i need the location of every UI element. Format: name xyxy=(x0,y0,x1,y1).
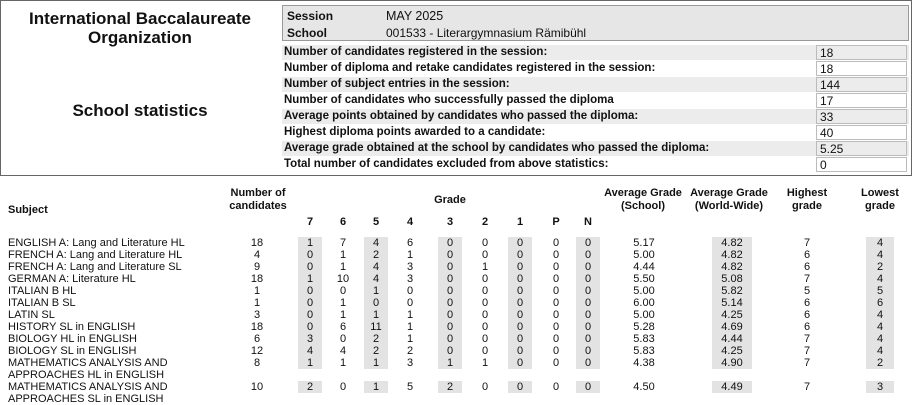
grade-count-cell: 0 xyxy=(438,333,462,345)
highest-grade-cell: 7 xyxy=(803,381,811,393)
avg-school-cell: 4.44 xyxy=(633,261,655,273)
stat-value: 33 xyxy=(820,110,834,124)
grade-count-cell: 0 xyxy=(552,261,560,273)
subject-name xyxy=(8,381,168,405)
avg-world-cell: 4.82 xyxy=(712,261,752,273)
lowest-grade-cell: 4 xyxy=(866,249,894,261)
subject-name-line1: MATHEMATICS ANALYSIS AND xyxy=(8,381,168,393)
table-row xyxy=(0,273,920,285)
grade-count-cell: 0 xyxy=(508,261,532,273)
organization-title xyxy=(1,9,279,47)
grade-count-cell: 0 xyxy=(438,297,462,309)
stat-label: Total number of candidates excluded from above statistics: xyxy=(284,158,609,170)
subject-name-line1: ITALIAN B HL xyxy=(8,285,77,297)
grade-count-cell: 0 xyxy=(364,297,388,309)
grade-count-cell: 2 xyxy=(364,333,388,345)
stat-value: 18 xyxy=(820,62,834,76)
grade-col-3: 3 xyxy=(446,216,454,228)
stat-row xyxy=(282,125,909,140)
stat-row xyxy=(282,45,909,60)
num-candidates-cell: 18 xyxy=(250,237,264,249)
subject-name-line1: GERMAN A: Literature HL xyxy=(8,273,136,285)
grade-count-cell: 0 xyxy=(576,285,600,297)
org-line-2: Organization xyxy=(88,28,192,47)
num-candidates-cell: 1 xyxy=(253,297,261,309)
avg-world-header-line1: Average Grade xyxy=(690,187,768,199)
table-row xyxy=(0,261,920,273)
grade-count-cell: 1 xyxy=(364,285,388,297)
table-row xyxy=(0,285,920,297)
subject-name-line1: MATHEMATICS ANALYSIS AND xyxy=(8,357,168,369)
grade-count-cell: 0 xyxy=(576,249,600,261)
grade-count-cell: 1 xyxy=(364,309,388,321)
num-candidates-cell: 3 xyxy=(253,309,261,321)
lowest-grade-cell: 2 xyxy=(866,357,894,369)
subject-name xyxy=(8,261,182,273)
grade-count-cell: 0 xyxy=(508,345,532,357)
grade-count-cell: 0 xyxy=(552,321,560,333)
grade-col-6: 6 xyxy=(339,216,347,228)
grade-count-cell: 0 xyxy=(508,237,532,249)
grade-count-cell: 1 xyxy=(298,273,322,285)
grade-count-cell: 0 xyxy=(298,321,322,333)
grade-count-cell: 0 xyxy=(552,333,560,345)
table-row xyxy=(0,345,920,357)
grade-count-cell: 0 xyxy=(438,261,462,273)
grade-col-P: P xyxy=(552,216,560,228)
stat-label: Highest diploma points awarded to a candidate: xyxy=(284,126,546,138)
grade-count-cell: 0 xyxy=(298,261,322,273)
grade-count-cell: 0 xyxy=(481,285,489,297)
grade-count-cell: 4 xyxy=(364,237,388,249)
grade-count-cell: 0 xyxy=(552,273,560,285)
stat-row xyxy=(282,109,909,124)
grade-count-cell: 0 xyxy=(438,285,462,297)
grade-count-cell: 0 xyxy=(576,333,600,345)
grade-count-cell: 0 xyxy=(481,273,489,285)
grade-count-cell: 0 xyxy=(481,237,489,249)
grade-count-cell: 0 xyxy=(552,249,560,261)
grade-count-cell: 1 xyxy=(298,237,322,249)
avg-school-cell: 5.17 xyxy=(633,237,655,249)
highest-header-line2: grade xyxy=(792,200,822,212)
school-value: 001533 - Literargymnasium Rämibühl xyxy=(386,26,587,40)
avg-school-cell: 5.83 xyxy=(633,345,655,357)
grade-count-cell: 0 xyxy=(576,261,600,273)
subject-name-line1: ITALIAN B SL xyxy=(8,297,76,309)
stat-row xyxy=(282,61,909,76)
grade-count-cell: 4 xyxy=(364,261,388,273)
grade-count-cell: 1 xyxy=(406,249,414,261)
avg-school-cell: 5.28 xyxy=(633,321,655,333)
avg-world-cell: 4.25 xyxy=(712,309,752,321)
avg-world-cell: 4.82 xyxy=(712,237,752,249)
stat-row xyxy=(282,77,909,92)
grade-count-cell: 0 xyxy=(339,333,347,345)
avg-school-cell: 4.50 xyxy=(633,381,655,393)
grade-count-cell: 0 xyxy=(339,285,347,297)
grade-count-cell: 1 xyxy=(339,309,347,321)
stat-value: 5.25 xyxy=(820,142,844,156)
grade-count-cell: 0 xyxy=(576,237,600,249)
num-candidates-header-line2: candidates xyxy=(229,200,287,212)
avg-school-cell: 5.00 xyxy=(633,285,655,297)
stat-value: 0 xyxy=(820,158,827,172)
grade-count-cell: 0 xyxy=(508,357,532,369)
grade-count-cell: 0 xyxy=(438,237,462,249)
grade-count-cell: 0 xyxy=(508,321,532,333)
stat-value-box xyxy=(816,157,907,172)
avg-world-header xyxy=(683,187,775,213)
stat-value: 40 xyxy=(820,126,834,140)
grade-count-cell: 2 xyxy=(298,381,322,393)
lowest-grade-cell: 5 xyxy=(866,285,894,297)
grade-count-cell: 0 xyxy=(576,321,600,333)
lowest-grade-cell: 4 xyxy=(866,333,894,345)
session-label: Session xyxy=(287,9,334,23)
stat-label: Number of candidates who successfully passed the diploma xyxy=(284,94,614,106)
avg-school-cell: 5.50 xyxy=(633,273,655,285)
grade-count-cell: 4 xyxy=(364,273,388,285)
grade-count-cell: 0 xyxy=(508,273,532,285)
grade-count-cell: 2 xyxy=(364,345,388,357)
grade-count-cell: 0 xyxy=(481,249,489,261)
lowest-grade-cell: 4 xyxy=(866,309,894,321)
subject-name-line1: BIOLOGY SL in ENGLISH xyxy=(8,345,137,357)
lowest-grade-cell: 2 xyxy=(866,261,894,273)
lowest-grade-cell: 4 xyxy=(866,237,894,249)
grade-count-cell: 0 xyxy=(298,309,322,321)
grade-count-cell: 0 xyxy=(552,297,560,309)
grade-count-cell: 4 xyxy=(298,345,322,357)
grade-count-cell: 1 xyxy=(339,357,347,369)
avg-school-header xyxy=(598,187,688,213)
grade-count-cell: 11 xyxy=(364,321,388,333)
grade-count-cell: 6 xyxy=(406,237,414,249)
avg-world-header-line2: (World-Wide) xyxy=(694,200,764,212)
grade-count-cell: 1 xyxy=(364,357,388,369)
lowest-grade-cell: 4 xyxy=(866,345,894,357)
avg-world-cell: 4.44 xyxy=(712,333,752,345)
grade-count-cell: 0 xyxy=(576,297,600,309)
avg-school-cell: 5.00 xyxy=(633,309,655,321)
grade-col-1: 1 xyxy=(516,216,524,228)
stat-label: Number of diploma and retake candidates registered in the session: xyxy=(284,62,656,74)
subject-name xyxy=(8,345,136,357)
grade-count-cell: 0 xyxy=(438,345,462,357)
subject-name-line1: HISTORY SL in ENGLISH xyxy=(8,321,136,333)
table-row xyxy=(0,357,920,381)
avg-world-cell: 4.90 xyxy=(712,357,752,369)
table-row xyxy=(0,321,920,333)
num-candidates-cell: 6 xyxy=(253,333,261,345)
highest-grade-cell: 6 xyxy=(803,249,811,261)
grade-count-cell: 0 xyxy=(406,285,414,297)
grade-count-cell: 3 xyxy=(406,261,414,273)
lowest-grade-cell: 6 xyxy=(866,297,894,309)
num-candidates-cell: 9 xyxy=(253,261,261,273)
subject-name-line1: FRENCH A: Lang and Literature SL xyxy=(8,261,182,273)
grade-count-cell: 0 xyxy=(508,381,532,393)
grade-count-cell: 1 xyxy=(406,333,414,345)
highest-grade-cell: 7 xyxy=(803,357,811,369)
avg-world-cell: 4.69 xyxy=(712,321,752,333)
lowest-grade-cell: 4 xyxy=(866,273,894,285)
grade-col-5: 5 xyxy=(372,216,380,228)
subject-name xyxy=(8,321,135,333)
grade-count-cell: 0 xyxy=(481,333,489,345)
subject-name xyxy=(8,357,168,381)
grade-count-cell: 0 xyxy=(438,309,462,321)
stat-row xyxy=(282,93,909,108)
avg-world-cell: 5.82 xyxy=(712,285,752,297)
grade-count-cell: 0 xyxy=(438,273,462,285)
grade-count-cell: 0 xyxy=(576,381,600,393)
grade-count-cell: 1 xyxy=(339,249,347,261)
subject-name xyxy=(8,297,76,309)
grade-count-cell: 0 xyxy=(576,345,600,357)
school-label: School xyxy=(287,26,328,40)
stat-value: 18 xyxy=(820,46,834,60)
grade-count-cell: 2 xyxy=(364,249,388,261)
stat-label: Average grade obtained at the school by candidates who passed the diploma: xyxy=(284,142,710,154)
grade-count-cell: 0 xyxy=(438,249,462,261)
num-candidates-cell: 18 xyxy=(250,273,264,285)
num-candidates-cell: 4 xyxy=(253,249,261,261)
grade-count-cell: 0 xyxy=(438,321,462,333)
grade-count-cell: 5 xyxy=(406,381,414,393)
lowest-header-line2: grade xyxy=(865,200,895,212)
grade-col-N: N xyxy=(584,216,592,228)
stat-label: Number of subject entries in the session: xyxy=(284,78,510,90)
grade-count-cell: 0 xyxy=(508,285,532,297)
avg-world-cell: 5.14 xyxy=(712,297,752,309)
highest-grade-cell: 6 xyxy=(803,261,811,273)
grade-count-cell: 0 xyxy=(508,333,532,345)
grade-count-cell: 1 xyxy=(438,357,462,369)
grade-count-cell: 0 xyxy=(576,309,600,321)
avg-school-cell: 5.00 xyxy=(633,249,655,261)
table-row xyxy=(0,237,920,249)
avg-world-cell: 4.49 xyxy=(712,381,752,393)
grade-count-cell: 0 xyxy=(552,309,560,321)
grade-count-cell: 1 xyxy=(364,381,388,393)
grade-count-cell: 1 xyxy=(406,309,414,321)
table-row xyxy=(0,333,920,345)
grade-count-cell: 7 xyxy=(339,237,347,249)
num-candidates-cell: 18 xyxy=(250,321,264,333)
num-candidates-header xyxy=(218,187,298,213)
org-line-1: International Baccalaureate xyxy=(28,9,252,28)
school-stats-header xyxy=(0,0,912,176)
grade-count-cell: 3 xyxy=(406,357,414,369)
highest-grade-cell: 7 xyxy=(803,273,811,285)
grade-col-2: 2 xyxy=(481,216,489,228)
school-statistics-title: School statistics xyxy=(72,101,208,120)
highest-header-line1: Highest xyxy=(786,187,828,199)
stat-label: Average points obtained by candidates who passed the diploma: xyxy=(284,110,639,122)
highest-grade-cell: 7 xyxy=(803,333,811,345)
lowest-header-line1: Lowest xyxy=(861,187,899,199)
grade-count-cell: 0 xyxy=(481,321,489,333)
table-row xyxy=(0,309,920,321)
grade-count-cell: 0 xyxy=(298,249,322,261)
grade-col-7: 7 xyxy=(306,216,314,228)
session-value: MAY 2025 xyxy=(386,9,444,23)
highest-grade-cell: 7 xyxy=(803,345,811,357)
grade-count-cell: 2 xyxy=(438,381,462,393)
subject-name xyxy=(8,333,137,345)
grade-count-cell: 0 xyxy=(508,297,532,309)
stat-value: 17 xyxy=(820,94,834,108)
grade-count-cell: 0 xyxy=(298,297,322,309)
num-candidates-cell: 10 xyxy=(250,381,264,393)
avg-school-cell: 5.83 xyxy=(633,333,655,345)
num-candidates-header-line1: Number of xyxy=(230,187,286,199)
avg-world-cell: 5.08 xyxy=(712,273,752,285)
grade-count-cell: 6 xyxy=(339,321,347,333)
grade-count-cell: 0 xyxy=(552,357,560,369)
grade-count-cell: 1 xyxy=(481,261,489,273)
highest-grade-cell: 7 xyxy=(803,237,811,249)
lowest-grade-header xyxy=(848,187,912,213)
subject-name-line1: BIOLOGY HL in ENGLISH xyxy=(8,333,137,345)
subject-name xyxy=(8,285,76,297)
grade-count-cell: 0 xyxy=(481,309,489,321)
avg-school-header-line1: Average Grade xyxy=(604,187,682,199)
grade-count-cell: 1 xyxy=(339,297,347,309)
grade-count-cell: 0 xyxy=(576,273,600,285)
grade-count-cell: 0 xyxy=(339,381,347,393)
grade-count-cell: 0 xyxy=(406,297,414,309)
grade-count-cell: 1 xyxy=(481,357,489,369)
highest-grade-header xyxy=(775,187,839,213)
highest-grade-cell: 6 xyxy=(803,309,811,321)
grade-count-cell: 3 xyxy=(298,333,322,345)
stat-row xyxy=(282,157,909,172)
avg-school-cell: 4.38 xyxy=(633,357,655,369)
subject-name-line1: LATIN SL xyxy=(8,309,55,321)
grade-count-cell: 1 xyxy=(298,357,322,369)
grade-count-cell: 0 xyxy=(552,285,560,297)
grade-count-cell: 0 xyxy=(298,285,322,297)
grade-count-cell: 0 xyxy=(552,237,560,249)
table-row xyxy=(0,381,920,405)
subject-name-line1: FRENCH A: Lang and Literature HL xyxy=(8,249,183,261)
table-row xyxy=(0,249,920,261)
subject-name xyxy=(8,309,55,321)
avg-world-cell: 4.82 xyxy=(712,249,752,261)
grade-count-cell: 0 xyxy=(481,297,489,309)
table-row xyxy=(0,297,920,309)
grade-count-cell: 4 xyxy=(339,345,347,357)
grade-count-cell: 0 xyxy=(552,381,560,393)
subject-name xyxy=(8,237,185,249)
grade-count-cell: 1 xyxy=(339,261,347,273)
stat-value: 144 xyxy=(820,78,841,92)
subject-name-line1: ENGLISH A: Lang and Literature HL xyxy=(8,237,185,249)
highest-grade-cell: 5 xyxy=(803,285,811,297)
num-candidates-cell: 1 xyxy=(253,285,261,297)
num-candidates-cell: 12 xyxy=(250,345,264,357)
grade-count-cell: 0 xyxy=(481,345,489,357)
grade-count-cell: 0 xyxy=(481,381,489,393)
grade-header: Grade xyxy=(434,194,466,206)
lowest-grade-cell: 4 xyxy=(866,321,894,333)
highest-grade-cell: 6 xyxy=(803,297,811,309)
subject-name xyxy=(8,249,182,261)
grade-count-cell: 0 xyxy=(508,309,532,321)
grade-count-cell: 10 xyxy=(336,273,350,285)
grade-count-cell: 0 xyxy=(576,357,600,369)
stat-label: Number of candidates registered in the session: xyxy=(284,46,548,58)
avg-school-header-line2: (School) xyxy=(621,200,665,212)
stat-row xyxy=(282,141,909,156)
grade-count-cell: 1 xyxy=(406,321,414,333)
subject-name-line2: APPROACHES SL in ENGLISH xyxy=(8,393,164,405)
lowest-grade-cell: 3 xyxy=(866,381,894,393)
subject-name-line2: APPROACHES HL in ENGLISH xyxy=(8,369,165,381)
grade-count-cell: 0 xyxy=(508,249,532,261)
subject-header: Subject xyxy=(8,204,48,216)
grade-col-4: 4 xyxy=(406,216,414,228)
session-info-box xyxy=(282,5,909,41)
grade-count-cell: 3 xyxy=(406,273,414,285)
grade-count-cell: 2 xyxy=(406,345,414,357)
subject-name xyxy=(8,273,136,285)
highest-grade-cell: 6 xyxy=(803,321,811,333)
avg-world-cell: 4.25 xyxy=(712,345,752,357)
num-candidates-cell: 8 xyxy=(253,357,261,369)
avg-school-cell: 6.00 xyxy=(633,297,655,309)
grade-count-cell: 0 xyxy=(552,345,560,357)
